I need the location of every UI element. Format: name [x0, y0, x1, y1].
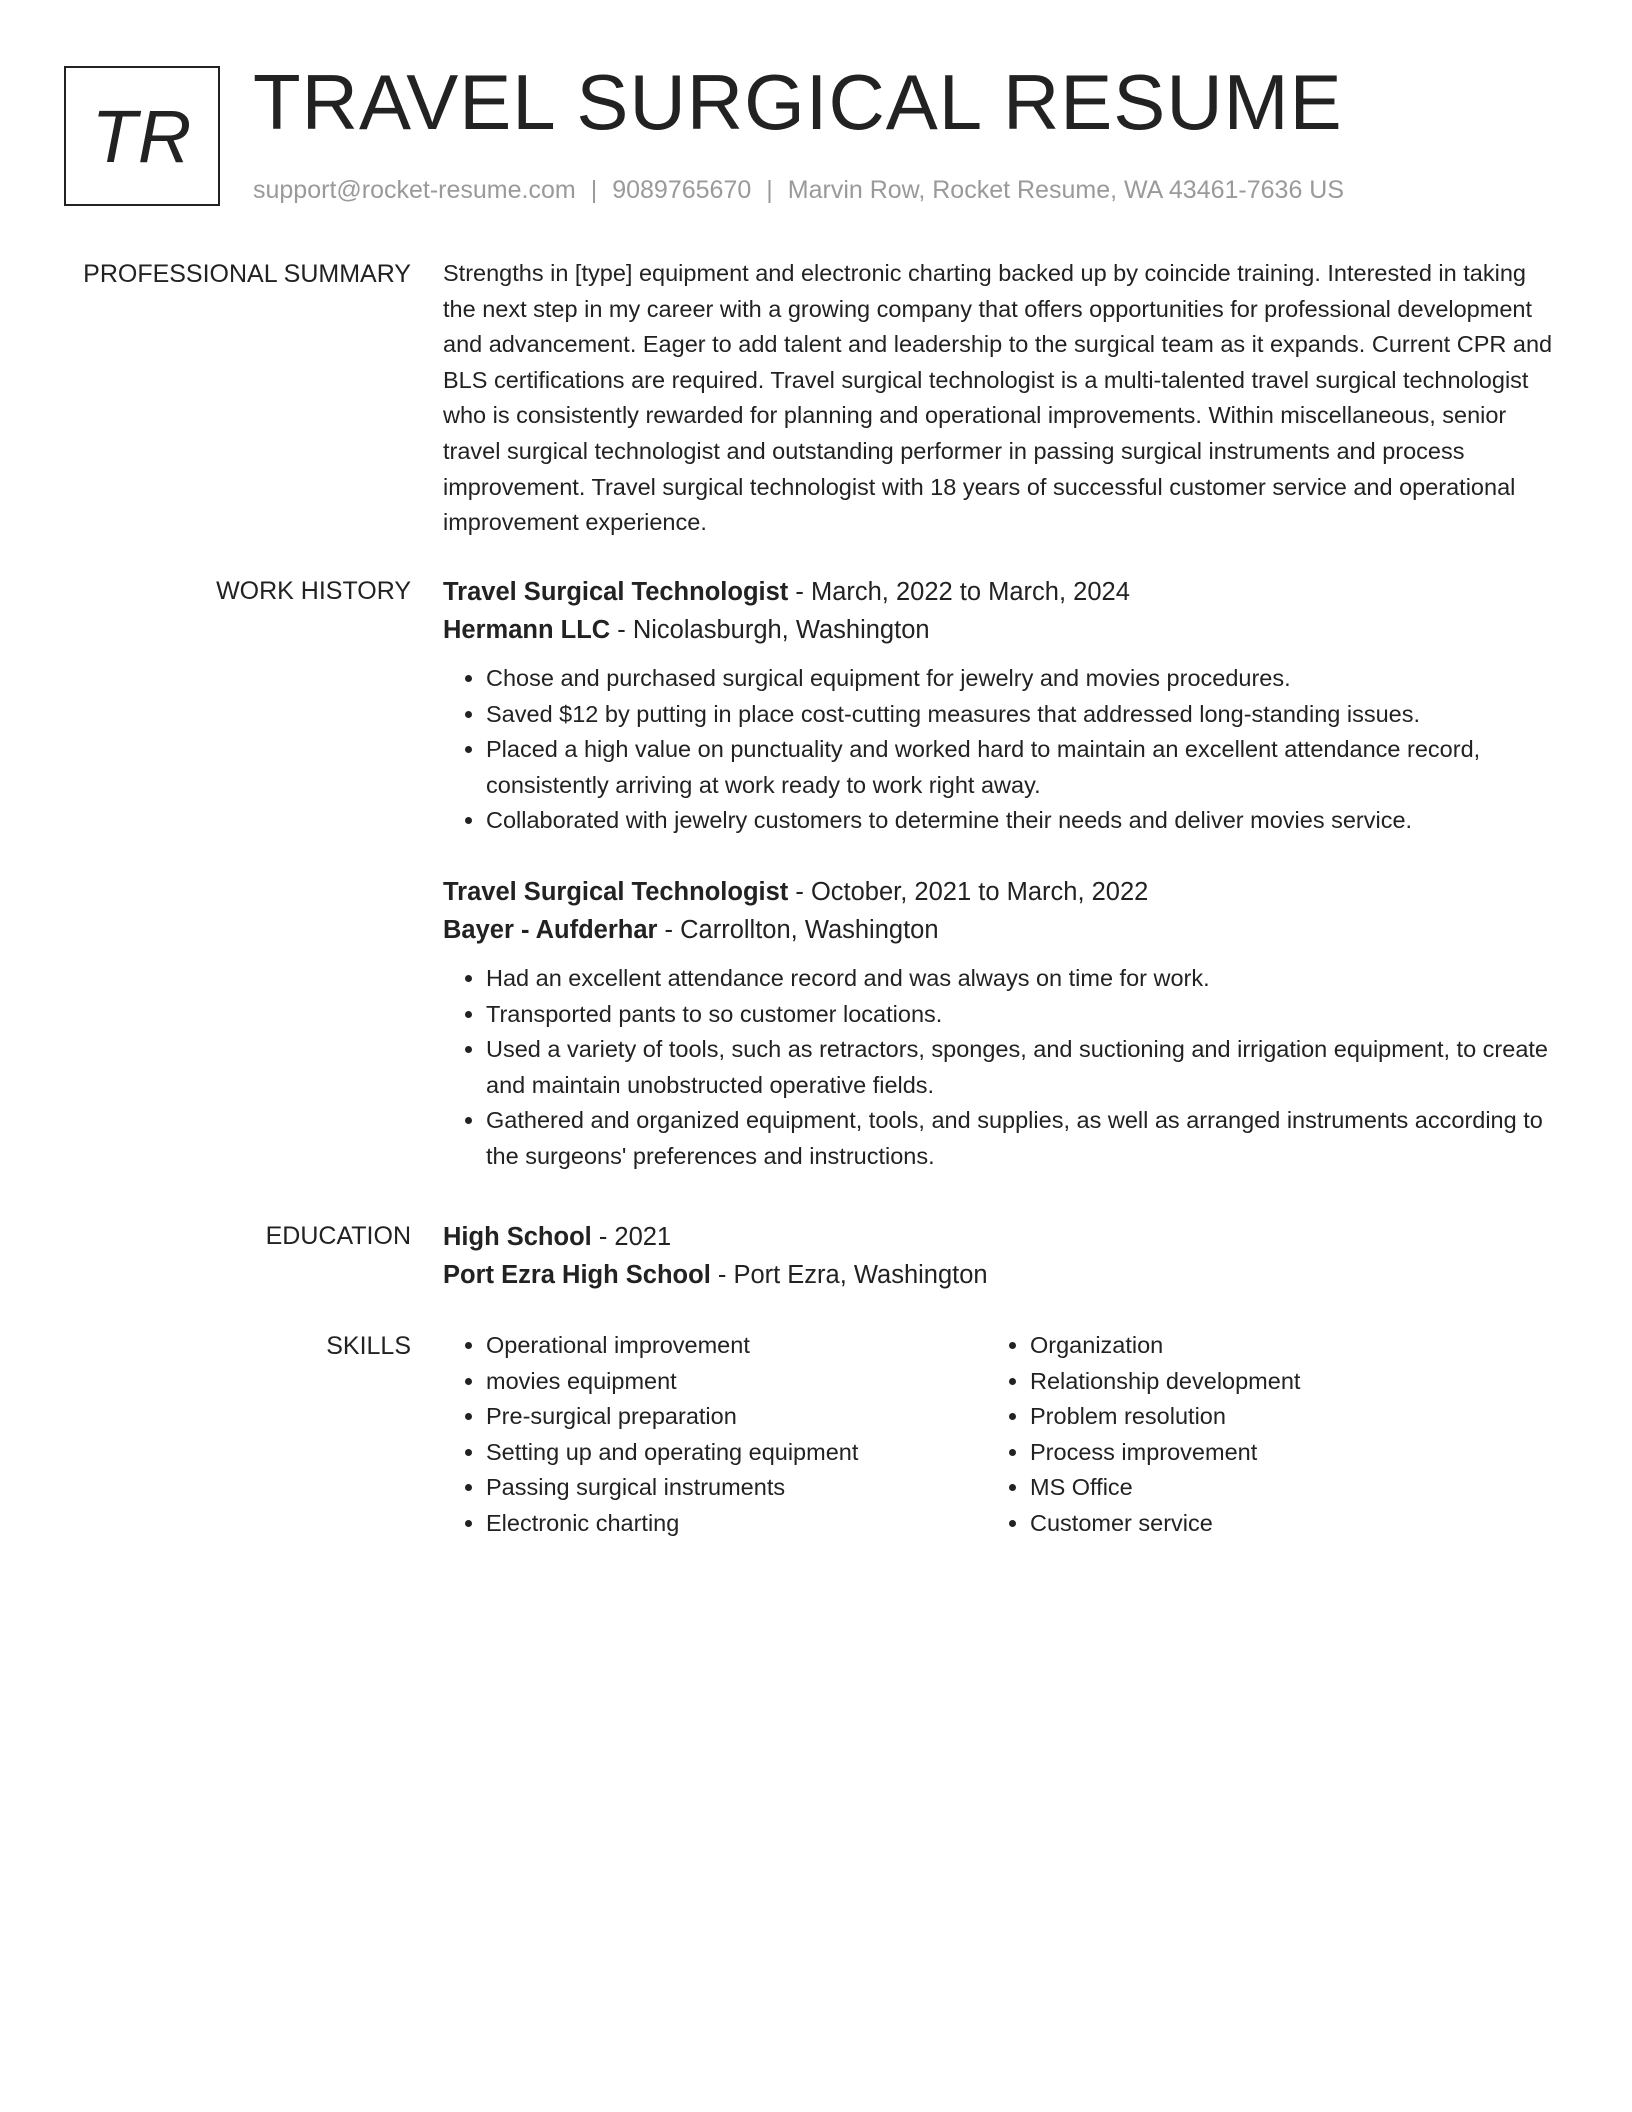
contact-address: Marvin Row, Rocket Resume, WA 43461-7636 US [787, 176, 1345, 204]
skill-item: • Setting up and operating equipment [486, 1435, 987, 1471]
skill-item: • Customer service [1030, 1506, 1300, 1542]
contact-phone: 9089765670 [612, 176, 752, 204]
summary-body [443, 256, 1558, 541]
education-year: - 2021 [591, 1223, 672, 1251]
job-bullet: • Collaborated with jewelry customers to determine their needs and deliver movies service. [486, 803, 1558, 839]
job-entry [443, 573, 1558, 839]
job-company-line [443, 611, 1558, 649]
job-bullet: • Transported pants to so customer locations. [486, 997, 1558, 1033]
job-bullets [443, 661, 1558, 839]
education-degree: High School [443, 1223, 592, 1251]
monogram-text: TR [91, 94, 193, 178]
job-bullets [443, 961, 1558, 1175]
skill-item: • Problem resolution [1030, 1399, 1300, 1435]
education-location: - Port Ezra, Washington [710, 1261, 988, 1289]
contact-separator: | [590, 176, 598, 204]
job-bullet: • Chose and purchased surgical equipment for jewelry and movies procedures. [486, 661, 1558, 697]
education-heading: EDUCATION [265, 1222, 411, 1250]
skill-item: • MS Office [1030, 1470, 1300, 1506]
job-bullet: • Used a variety of tools, such as retractors, sponges, and suctioning and irrigation equipment, to create and maintain unobstructed operative fields. [486, 1032, 1558, 1103]
skills-list-right [987, 1328, 1300, 1542]
job-title: Travel Surgical Technologist [443, 877, 789, 906]
job-location: - Nicolasburgh, Washington [610, 616, 930, 644]
job-bullet: • Had an excellent attendance record and was always on time for work. [486, 961, 1558, 997]
job-dates: - October, 2021 to March, 2022 [788, 877, 1149, 906]
skill-item: • Organization [1030, 1328, 1300, 1364]
job-bullet: • Placed a high value on punctuality and worked hard to maintain an excellent attendance record, consistently arriving at work ready to work right away. [486, 732, 1558, 803]
job-location: - Carrollton, Washington [657, 915, 939, 944]
job-title-line [443, 873, 1558, 911]
skill-item: • Electronic charting [486, 1506, 987, 1542]
education-school: Port Ezra High School [443, 1261, 711, 1289]
skill-item: • Process improvement [1030, 1435, 1300, 1471]
job-title: Travel Surgical Technologist [443, 578, 789, 606]
skill-item: • Passing surgical instruments [486, 1470, 987, 1506]
education-body [443, 1218, 1558, 1294]
job-company: Hermann LLC [443, 616, 611, 644]
skills-columns [443, 1328, 1558, 1542]
education-degree-line [443, 1218, 1558, 1256]
summary-heading: PROFESSIONAL SUMMARY [83, 260, 411, 288]
skills-body [443, 1328, 1558, 1542]
skills-list-left [443, 1328, 987, 1542]
skill-item: • Relationship development [1030, 1364, 1300, 1400]
education-school-line [443, 1256, 1558, 1294]
work-history-body [443, 573, 1558, 1175]
job-entry [443, 873, 1558, 1175]
resume-title: TRAVEL SURGICAL RESUME [253, 58, 1343, 146]
job-title-line [443, 573, 1558, 611]
skill-item: • movies equipment [486, 1364, 987, 1400]
job-dates: - March, 2022 to March, 2024 [788, 578, 1130, 606]
contact-email: support@rocket-resume.com [253, 176, 576, 204]
summary-text: Strengths in [type] equipment and electronic charting backed up by coincide training. Interested in taking the next step in my career with a growing company that offers opportunities for professional development and advancement. Eager to add talent and leadership to the surgical team as it expands. Current CPR and BLS certifications are required. Travel surgical technologist is a multi-talented travel surgical technologist who is consistently rewarded for planning and operational improvements. Within miscellaneous, senior travel surgical technologist and outstanding performer in passing surgical instruments and process improvement. Travel surgical technologist with 18 years of successful customer service and operational improvement experience. [443, 260, 1553, 536]
skill-item: • Operational improvement [486, 1328, 987, 1364]
contact-line [253, 173, 1344, 208]
skills-heading: SKILLS [326, 1332, 411, 1360]
job-bullet: • Saved $12 by putting in place cost-cutting measures that addressed long-standing issues. [486, 697, 1558, 733]
job-company: Bayer - Aufderhar [443, 915, 658, 944]
job-bullet: • Gathered and organized equipment, tools, and supplies, as well as arranged instruments according to the surgeons' preferences and instructions. [486, 1103, 1558, 1174]
contact-separator: | [766, 176, 773, 204]
job-company-line [443, 911, 1558, 949]
skill-item: • Pre-surgical preparation [486, 1399, 987, 1435]
monogram-box [64, 66, 220, 206]
work-history-heading: WORK HISTORY [216, 577, 411, 605]
